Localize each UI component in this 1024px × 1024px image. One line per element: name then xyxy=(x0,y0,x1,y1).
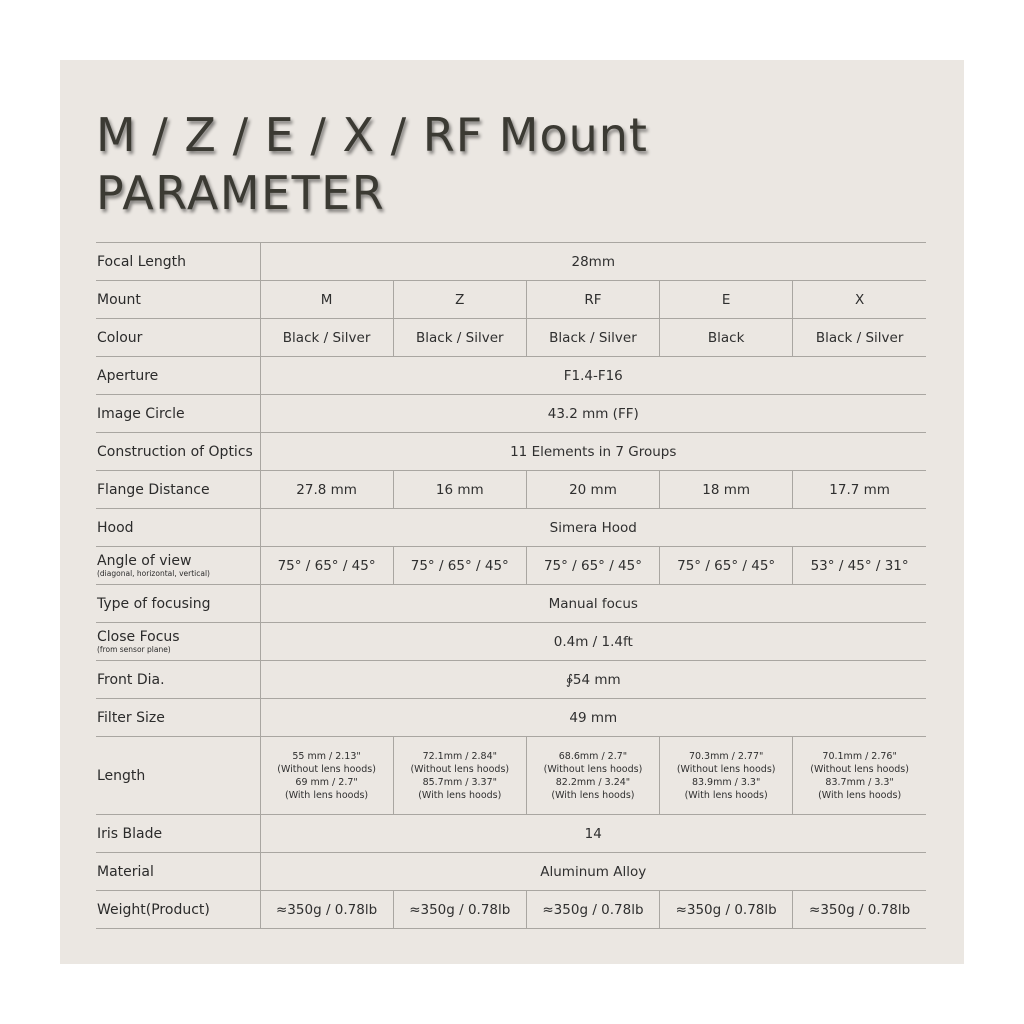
row-label: Flange Distance xyxy=(96,471,260,509)
row-label xyxy=(96,623,260,661)
length-note: (Without lens hoods) xyxy=(543,763,643,775)
mount-cell: X xyxy=(793,281,926,319)
length-with-hood: 82.2mm / 3.24" xyxy=(555,776,631,788)
angle-cell: 75° / 65° / 45° xyxy=(260,547,393,585)
row-weight xyxy=(96,891,926,929)
row-value: F1.4-F16 xyxy=(260,357,926,395)
row-image-circle xyxy=(96,395,926,433)
row-optics xyxy=(96,433,926,471)
length-with-hood: 85.7mm / 3.37" xyxy=(422,776,497,788)
row-label: Image Circle xyxy=(96,395,260,433)
row-label-sub: (diagonal, horizontal, vertical) xyxy=(97,569,210,578)
angle-cell: 75° / 65° / 45° xyxy=(393,547,526,585)
length-note: (Without lens hoods) xyxy=(277,763,376,775)
length-without-hood: 72.1mm / 2.84" xyxy=(422,750,497,762)
flange-cell: 27.8 mm xyxy=(260,471,393,509)
colour-cell: Black / Silver xyxy=(793,319,926,357)
page-title xyxy=(96,106,648,222)
mount-cell: M xyxy=(260,281,393,319)
flange-cell: 20 mm xyxy=(526,471,659,509)
parameter-card xyxy=(60,60,964,964)
length-with-hood: 83.7mm / 3.3" xyxy=(825,776,894,788)
length-cell xyxy=(260,737,393,815)
row-hood xyxy=(96,509,926,547)
spec-table xyxy=(96,242,926,929)
row-value: 28mm xyxy=(260,243,926,281)
length-note: (Without lens hoods) xyxy=(810,763,909,775)
length-with-hood: 83.9mm / 3.3" xyxy=(691,776,761,788)
title-line-mounts: M / Z / E / X / RF Mount xyxy=(96,108,648,162)
row-mount xyxy=(96,281,926,319)
row-aperture xyxy=(96,357,926,395)
row-value: Simera Hood xyxy=(260,509,926,547)
weight-cell: ≈350g / 0.78lb xyxy=(660,891,793,929)
row-label: Weight(Product) xyxy=(96,891,260,929)
row-label: Type of focusing xyxy=(96,585,260,623)
length-without-hood: 70.1mm / 2.76" xyxy=(822,750,897,762)
row-label: Hood xyxy=(96,509,260,547)
length-without-hood: 55 mm / 2.13" xyxy=(292,750,361,762)
length-note: (Without lens hoods) xyxy=(410,763,510,775)
row-label: Colour xyxy=(96,319,260,357)
length-note: (With lens hoods) xyxy=(285,789,369,801)
row-value: Manual focus xyxy=(260,585,926,623)
length-cell xyxy=(393,737,526,815)
row-label: Aperture xyxy=(96,357,260,395)
colour-cell: Black / Silver xyxy=(526,319,659,357)
angle-cell: 75° / 65° / 45° xyxy=(660,547,793,585)
length-note: (With lens hoods) xyxy=(818,789,902,801)
length-without-hood: 70.3mm / 2.77" xyxy=(688,750,764,762)
title-line-parameter: PARAMETER xyxy=(96,166,386,220)
row-focusing xyxy=(96,585,926,623)
angle-cell: 75° / 65° / 45° xyxy=(526,547,659,585)
length-without-hood: 68.6mm / 2.7" xyxy=(558,750,628,762)
row-label: Mount xyxy=(96,281,260,319)
row-label-sub: (from sensor plane) xyxy=(97,645,171,654)
row-angle-of-view xyxy=(96,547,926,585)
row-colour xyxy=(96,319,926,357)
angle-cell: 53° / 45° / 31° xyxy=(793,547,926,585)
length-note: (Without lens hoods) xyxy=(676,763,776,775)
length-cell xyxy=(526,737,659,815)
row-focal-length xyxy=(96,243,926,281)
row-label: Construction of Optics xyxy=(96,433,260,471)
row-front-dia xyxy=(96,661,926,699)
row-value: 43.2 mm (FF) xyxy=(260,395,926,433)
length-cell xyxy=(660,737,793,815)
row-label: Filter Size xyxy=(96,699,260,737)
row-filter-size xyxy=(96,699,926,737)
flange-cell: 16 mm xyxy=(393,471,526,509)
row-label: Focal Length xyxy=(96,243,260,281)
flange-cell: 18 mm xyxy=(660,471,793,509)
length-note: (With lens hoods) xyxy=(551,789,635,801)
row-close-focus xyxy=(96,623,926,661)
row-value: Aluminum Alloy xyxy=(260,853,926,891)
row-value: 14 xyxy=(260,815,926,853)
flange-cell: 17.7 mm xyxy=(793,471,926,509)
row-value: 0.4m / 1.4ft xyxy=(260,623,926,661)
row-length xyxy=(96,737,926,815)
length-cell xyxy=(793,737,926,815)
weight-cell: ≈350g / 0.78lb xyxy=(260,891,393,929)
colour-cell: Black / Silver xyxy=(393,319,526,357)
weight-cell: ≈350g / 0.78lb xyxy=(393,891,526,929)
row-label-main: Angle of view xyxy=(97,553,192,569)
row-label: Material xyxy=(96,853,260,891)
row-label: Iris Blade xyxy=(96,815,260,853)
colour-cell: Black / Silver xyxy=(260,319,393,357)
row-iris-blade xyxy=(96,815,926,853)
row-material xyxy=(96,853,926,891)
row-label: Front Dia. xyxy=(96,661,260,699)
row-label-main: Close Focus xyxy=(97,629,180,645)
row-value: 11 Elements in 7 Groups xyxy=(260,433,926,471)
row-label: Length xyxy=(96,737,260,815)
row-value: ∲54 mm xyxy=(260,661,926,699)
mount-cell: Z xyxy=(393,281,526,319)
mount-cell: RF xyxy=(526,281,659,319)
weight-cell: ≈350g / 0.78lb xyxy=(793,891,926,929)
mount-cell: E xyxy=(660,281,793,319)
row-label xyxy=(96,547,260,585)
length-with-hood: 69 mm / 2.7" xyxy=(295,776,358,788)
colour-cell: Black xyxy=(660,319,793,357)
row-flange-distance xyxy=(96,471,926,509)
length-note: (With lens hoods) xyxy=(418,789,502,801)
length-note: (With lens hoods) xyxy=(684,789,768,801)
row-value: 49 mm xyxy=(260,699,926,737)
weight-cell: ≈350g / 0.78lb xyxy=(526,891,659,929)
